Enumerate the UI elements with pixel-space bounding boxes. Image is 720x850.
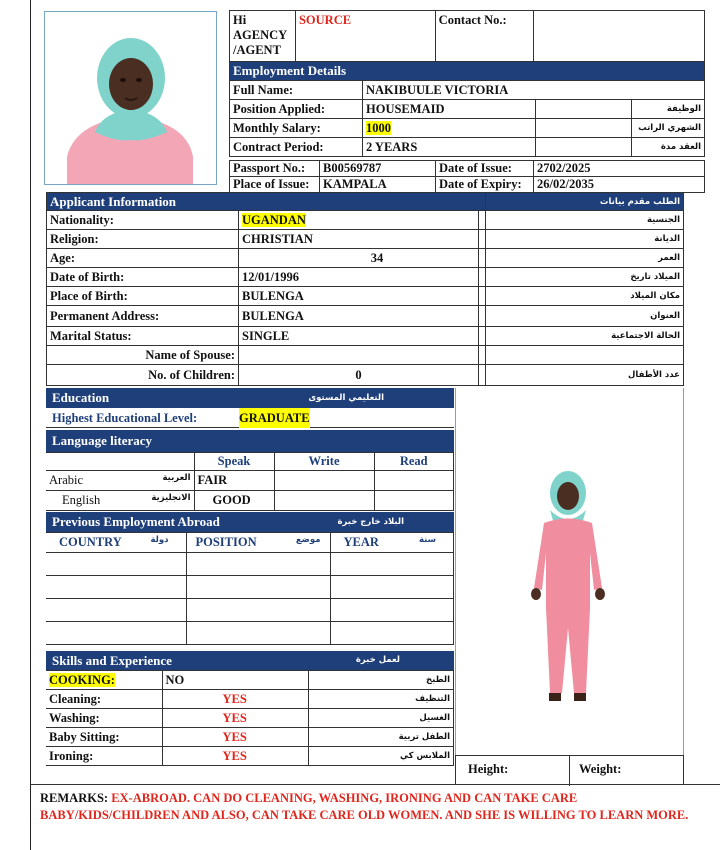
spouse-ar (486, 346, 684, 365)
place-issue-label: Place of Issue: (230, 177, 320, 193)
contact-label: Contact No.: (435, 11, 533, 62)
table-row (46, 553, 454, 576)
education-title: Education (52, 390, 110, 405)
pob-label: Place of Birth: (47, 287, 239, 306)
marital-ar: الحالة الاجتماعية (486, 327, 684, 346)
previous-table (46, 532, 454, 645)
year-header-ar: سنة (419, 535, 436, 545)
full-body-illustration (456, 388, 685, 755)
dob-label: Date of Birth: (47, 268, 239, 287)
cooking-value: NO (162, 671, 308, 690)
applicant-row (47, 327, 684, 346)
applicant-row (47, 268, 684, 287)
skills-title-bar (46, 651, 454, 670)
measure-row (455, 755, 684, 785)
hi-label: Hi (233, 13, 247, 27)
portrait-photo (44, 11, 217, 185)
passport-table (229, 160, 705, 193)
place-issue-value: KAMPALA (320, 177, 436, 193)
position-value: HOUSEMAID (363, 100, 536, 119)
language-title-bar (46, 430, 454, 452)
expiry-label: Date of Expiry: (436, 177, 534, 193)
cooking-label: COOKING: (49, 672, 115, 687)
arabic-label: Arabic (49, 473, 84, 487)
full-name-label: Full Name: (230, 81, 363, 100)
contact-value (533, 11, 704, 62)
applicant-row (47, 211, 684, 230)
nationality-value: UGANDAN (242, 212, 306, 227)
read-header: Read (374, 453, 454, 471)
speak-header: Speak (194, 453, 274, 471)
language-title: Language literacy (52, 433, 153, 448)
portrait-illustration (45, 12, 217, 185)
position-header-ar: موضع (295, 535, 321, 545)
washing-ar: الغسيل (308, 709, 454, 728)
remarks-top-line (30, 784, 720, 785)
employment-title: Employment Details (230, 62, 705, 81)
washing-label: Washing: (46, 709, 162, 728)
religion-value: CHRISTIAN (239, 230, 479, 249)
remarks-label: REMARKS: (40, 791, 109, 805)
cleaning-ar: التنظيف (308, 690, 454, 709)
spouse-label: Name of Spouse: (47, 346, 239, 365)
spouse-value (239, 346, 479, 365)
issue-date-value: 2702/2025 (534, 161, 705, 177)
english-speak: GOOD (194, 491, 274, 511)
previous-title: Previous Employment Abroad (52, 514, 220, 529)
employment-table (229, 61, 705, 157)
cleaning-value: YES (162, 690, 308, 709)
country-header-ar: دولة (150, 535, 169, 545)
issue-date-label: Date of Issue: (436, 161, 534, 177)
english-label: English (62, 493, 101, 507)
cleaning-label: Cleaning: (46, 690, 162, 709)
contract-ar: العقد مدة (632, 138, 705, 157)
children-value: 0 (239, 365, 479, 386)
dob-value: 12/01/1996 (239, 268, 479, 287)
nationality-label: Nationality: (47, 211, 239, 230)
education-level-label: Highest Educational Level: (52, 411, 198, 425)
full-photo-area (455, 388, 684, 755)
skills-row (46, 728, 454, 747)
contract-value: 2 YEARS (363, 138, 536, 157)
language-row (46, 491, 454, 511)
baby-sitting-value: YES (162, 728, 308, 747)
children-label: No. of Children: (47, 365, 239, 386)
skills-table (46, 670, 454, 766)
baby-sitting-ar: الطفل تربية (308, 728, 454, 747)
applicant-row (47, 287, 684, 306)
language-table (46, 452, 454, 511)
header-table (229, 10, 705, 62)
address-label: Permanent Address: (47, 306, 239, 327)
write-header: Write (274, 453, 374, 471)
religion-label: Religion: (47, 230, 239, 249)
ironing-ar: الملابس كي (308, 747, 454, 766)
ironing-label: Ironing: (46, 747, 162, 766)
table-row (46, 622, 454, 645)
ironing-value: YES (162, 747, 308, 766)
cooking-ar: الطبخ (308, 671, 454, 690)
salary-label: Monthly Salary: (230, 119, 363, 138)
full-name-value: NAKIBUULE VICTORIA (363, 81, 705, 100)
arabic-speak: FAIR (194, 471, 274, 491)
remarks (40, 790, 710, 824)
language-row (46, 471, 454, 491)
table-row (46, 599, 454, 622)
nationality-ar: الجنسية (486, 211, 684, 230)
dob-ar: الميلاد تاريخ (486, 268, 684, 287)
education-title-ar: التعليمي المستوى (308, 393, 384, 403)
position-header: POSITION (195, 535, 257, 549)
contract-label: Contract Period: (230, 138, 363, 157)
religion-ar: الديانة (486, 230, 684, 249)
salary-ar: الشهري الراتب (632, 119, 705, 138)
skills-row (46, 747, 454, 766)
pob-value: BULENGA (239, 287, 479, 306)
children-ar: عدد الأطفال (486, 365, 684, 386)
education-title-bar (46, 388, 454, 408)
skills-row (46, 671, 454, 690)
skills-row (46, 690, 454, 709)
salary-value: 1000 (366, 120, 391, 135)
age-ar: العمر (486, 249, 684, 268)
expiry-value: 26/02/2035 (534, 177, 705, 193)
skills-title-ar: لعمل خبرة (355, 655, 400, 665)
age-label: Age: (47, 249, 239, 268)
country-header: COUNTRY (59, 535, 122, 549)
applicant-row (47, 230, 684, 249)
remarks-line2: BABY/KIDS/CHILDREN AND ALSO, CAN TAKE CARE OLD WOMEN. AND SHE IS WILLING TO LEARN MORE. (40, 808, 689, 822)
previous-title-bar (46, 512, 454, 532)
marital-value: SINGLE (239, 327, 479, 346)
marital-label: Marital Status: (47, 327, 239, 346)
skills-title: Skills and Experience (52, 653, 172, 668)
source-label: SOURCE (295, 11, 435, 62)
applicant-table (46, 192, 684, 386)
applicant-row (47, 365, 684, 386)
skills-row (46, 709, 454, 728)
height-label: Height: (468, 762, 509, 776)
english-ar: الانجليزية (151, 493, 191, 503)
baby-sitting-label: Baby Sitting: (46, 728, 162, 747)
arabic-ar: العربية (162, 473, 191, 483)
agency-cell (230, 11, 296, 62)
passport-no-label: Passport No.: (230, 161, 320, 177)
applicant-title-ar: الطلب مقدم بيانات (486, 193, 684, 211)
weight-label: Weight: (579, 762, 622, 776)
agency-label: AGENCY (233, 28, 288, 42)
education-level-value: GRADUATE (239, 408, 310, 428)
address-ar: العنوان (486, 306, 684, 327)
education-row (46, 408, 454, 428)
position-label: Position Applied: (230, 100, 363, 119)
position-ar: الوظيفة (632, 100, 705, 119)
address-value: BULENGA (239, 306, 479, 327)
applicant-row (47, 346, 684, 365)
agent-label: /AGENT (233, 43, 281, 57)
applicant-title: Applicant Information (47, 193, 486, 211)
pob-ar: مكان الميلاد (486, 287, 684, 306)
applicant-row (47, 249, 684, 268)
passport-no-value: B00569787 (320, 161, 436, 177)
previous-title-ar: البلاد خارج خبرة (337, 517, 404, 527)
applicant-row (47, 306, 684, 327)
washing-value: YES (162, 709, 308, 728)
age-value: 34 (239, 249, 479, 268)
table-row (46, 576, 454, 599)
year-header: YEAR (343, 535, 379, 549)
remarks-line1: EX-ABROAD. CAN DO CLEANING, WASHING, IRONING AND CAN TAKE CARE (111, 791, 578, 805)
